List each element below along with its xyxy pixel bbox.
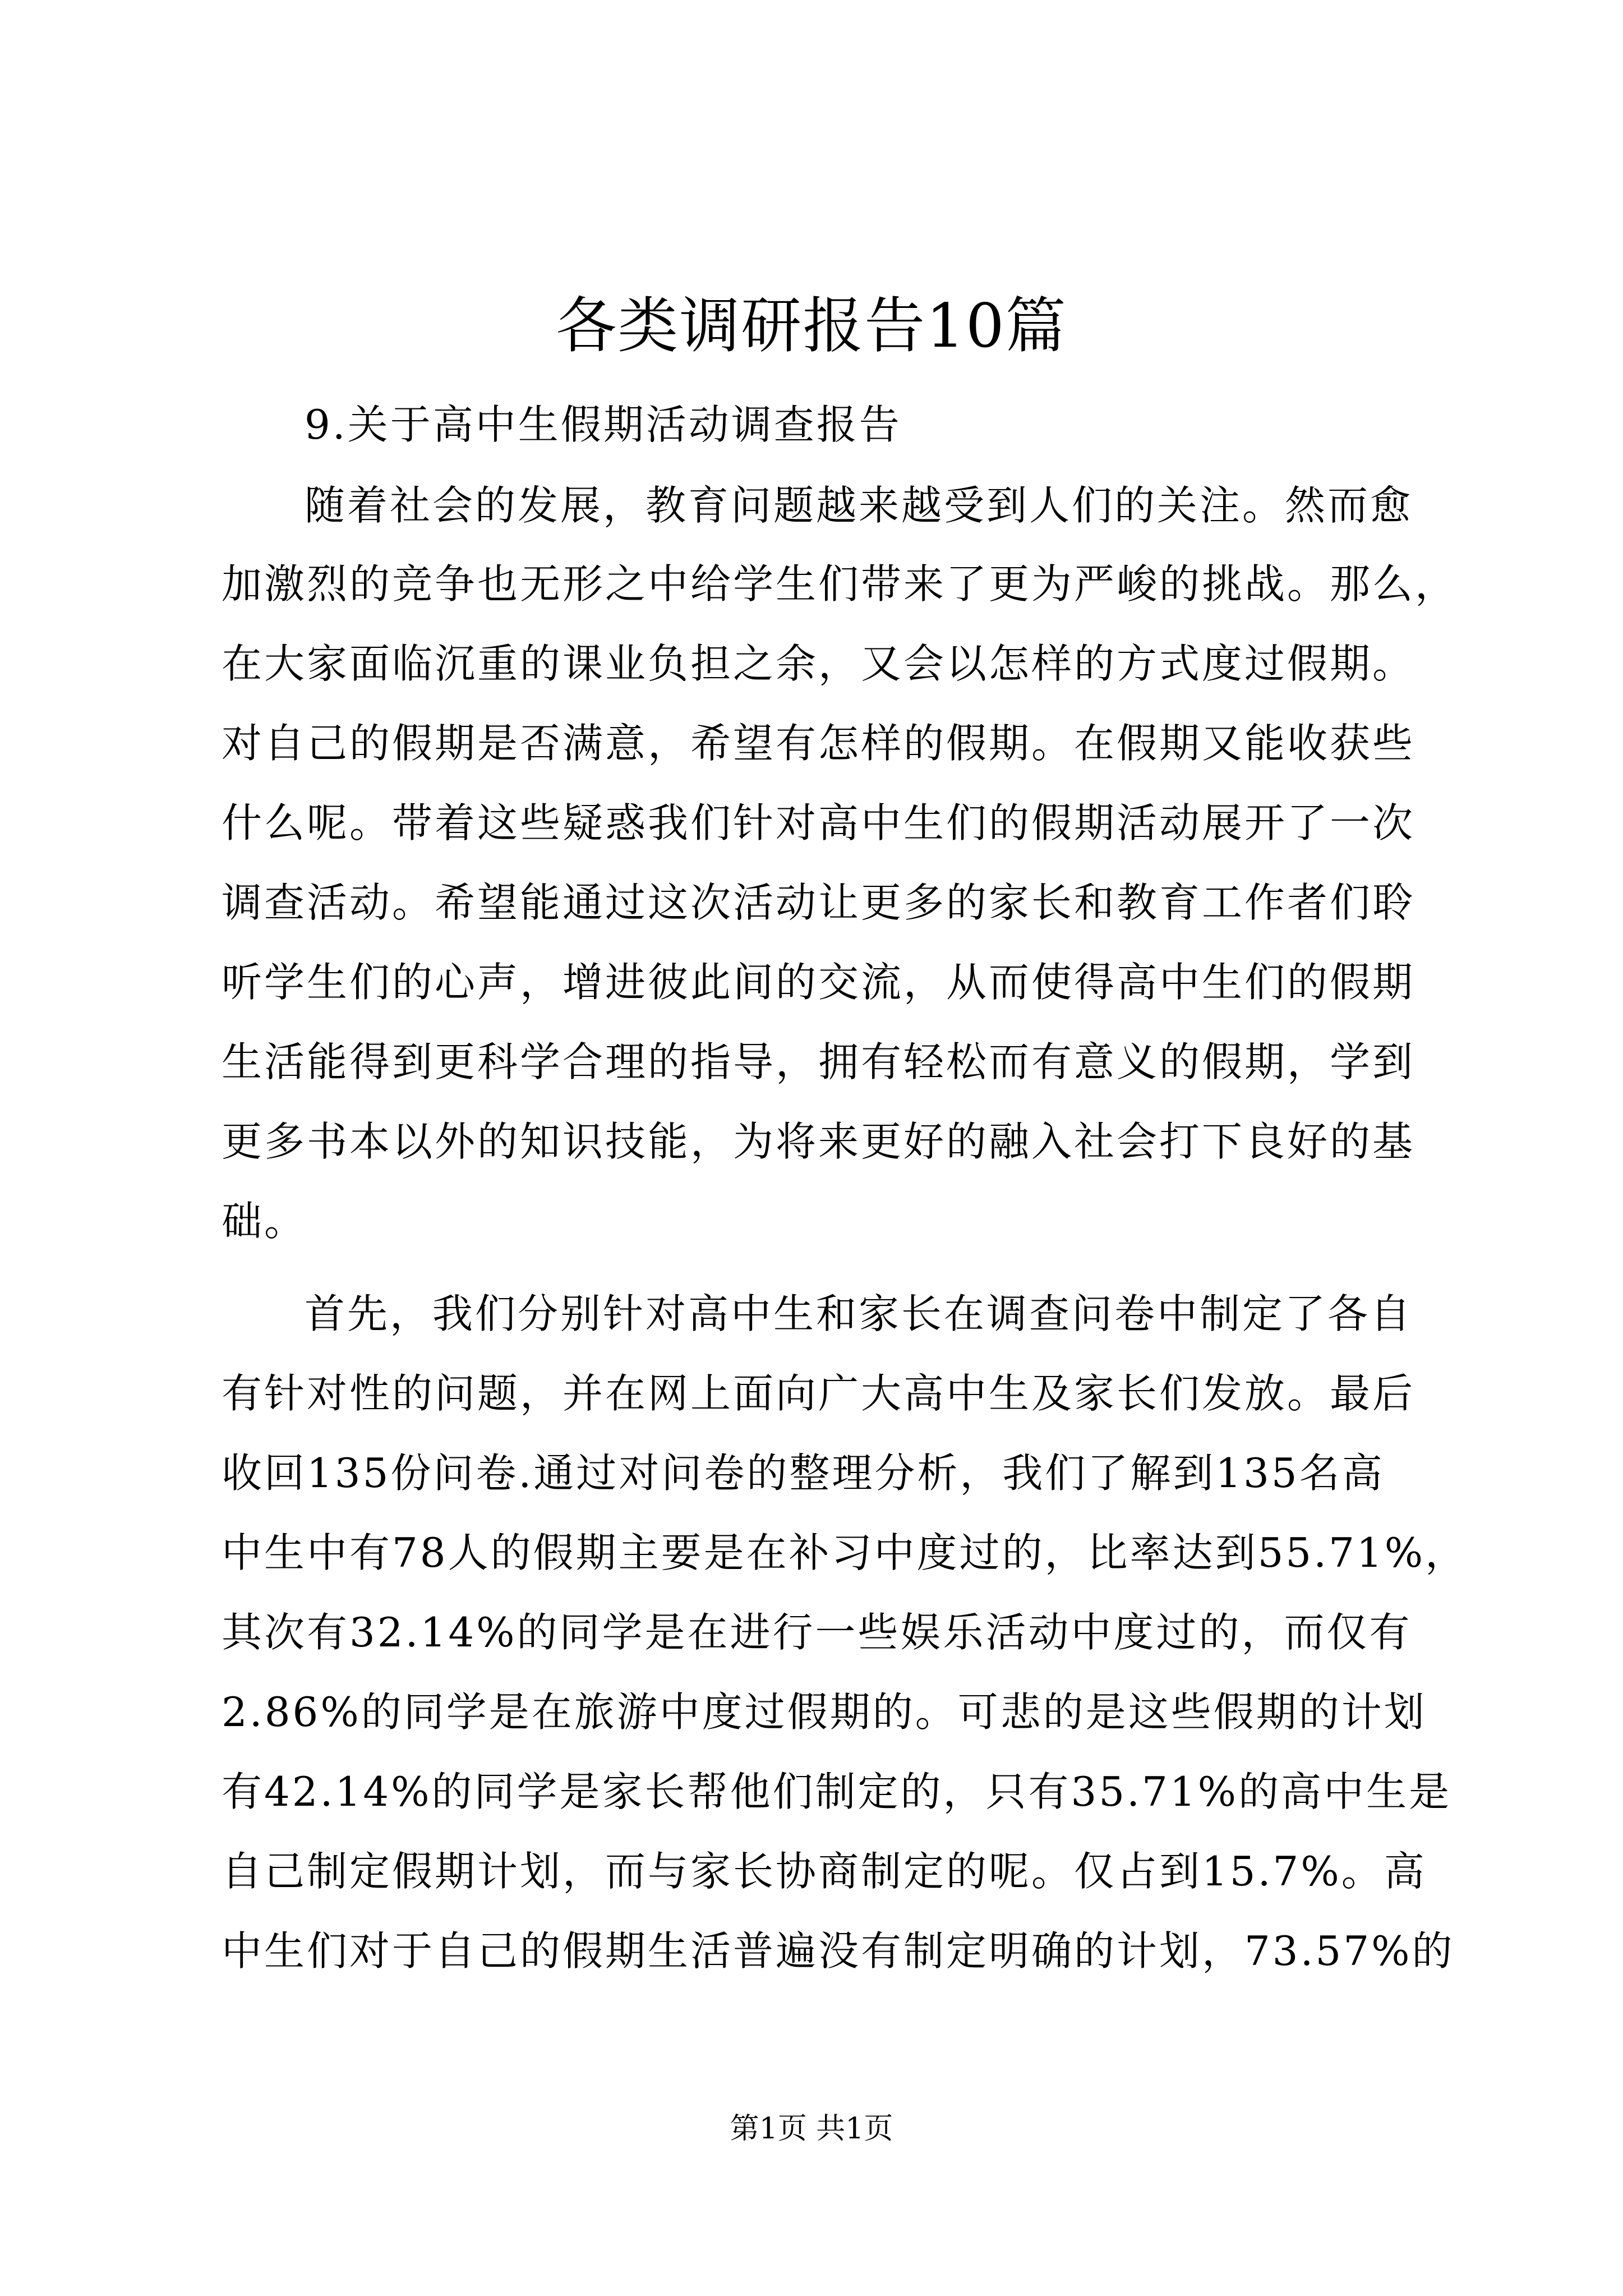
paragraph-line: 在大家面临沉重的课业负担之余，又会以怎样的方式度过假期。 (222, 640, 1415, 687)
paragraph-line: 收回135份问卷.通过对问卷的整理分析，我们了解到135名高 (222, 1450, 1385, 1497)
paragraph-line: 更多书本以外的知识技能，为将来更好的融入社会打下良好的基 (222, 1118, 1415, 1165)
paragraph-line: 首先，我们分别针对高中生和家长在调查问卷中制定了各自 (305, 1290, 1413, 1337)
section-heading: 9.关于高中生假期活动调查报告 (305, 401, 902, 448)
paragraph-line: 中生们对于自己的假期生活普遍没有制定明确的计划，73.57%的 (222, 1927, 1455, 1975)
page-footer: 第1页 共1页 (730, 2112, 893, 2146)
paragraph-line: 加激烈的竞争也无形之中给学生们带来了更为严峻的挑战。那么， (222, 560, 1458, 608)
paragraph-line: 有针对性的问题，并在网上面向广大高中生及家长们发放。最后 (222, 1370, 1415, 1417)
paragraph-line: 随着社会的发展，教育问题越来越受到人们的关注。然而愈 (305, 482, 1413, 529)
paragraph-line: 调查活动。希望能通过这次活动让更多的家长和教育工作者们聆 (222, 879, 1415, 926)
paragraph-line: 对自己的假期是否满意，希望有怎样的假期。在假期又能收获些 (222, 720, 1415, 767)
paragraph-line: 有42.14%的同学是家长帮他们制定的，只有35.71%的高中生是 (222, 1768, 1452, 1815)
paragraph-line: 听学生们的心声，增进彼此间的交流，从而使得高中生们的假期 (222, 959, 1415, 1006)
paragraph-line: 其次有32.14%的同学是在进行一些娱乐活动中度过的，而仅有 (222, 1609, 1412, 1656)
paragraph-line: 础。 (222, 1198, 307, 1245)
document-title: 各类调研报告10篇 (556, 291, 1067, 361)
paragraph-line: 生活能得到更科学合理的指导，拥有轻松而有意义的假期，学到 (222, 1038, 1415, 1085)
paragraph-line: 什么呢。带着这些疑惑我们针对高中生们的假期活动展开了一次 (222, 799, 1415, 846)
paragraph-line: 自己制定假期计划，而与家长协商制定的呢。仅占到15.7%。高 (222, 1848, 1427, 1895)
paragraph-line: 中生中有78人的假期主要是在补习中度过的，比率达到55.71%， (222, 1529, 1468, 1576)
paragraph-line: 2.86%的同学是在旅游中度过假期的。可悲的是这些假期的计划 (222, 1688, 1427, 1736)
